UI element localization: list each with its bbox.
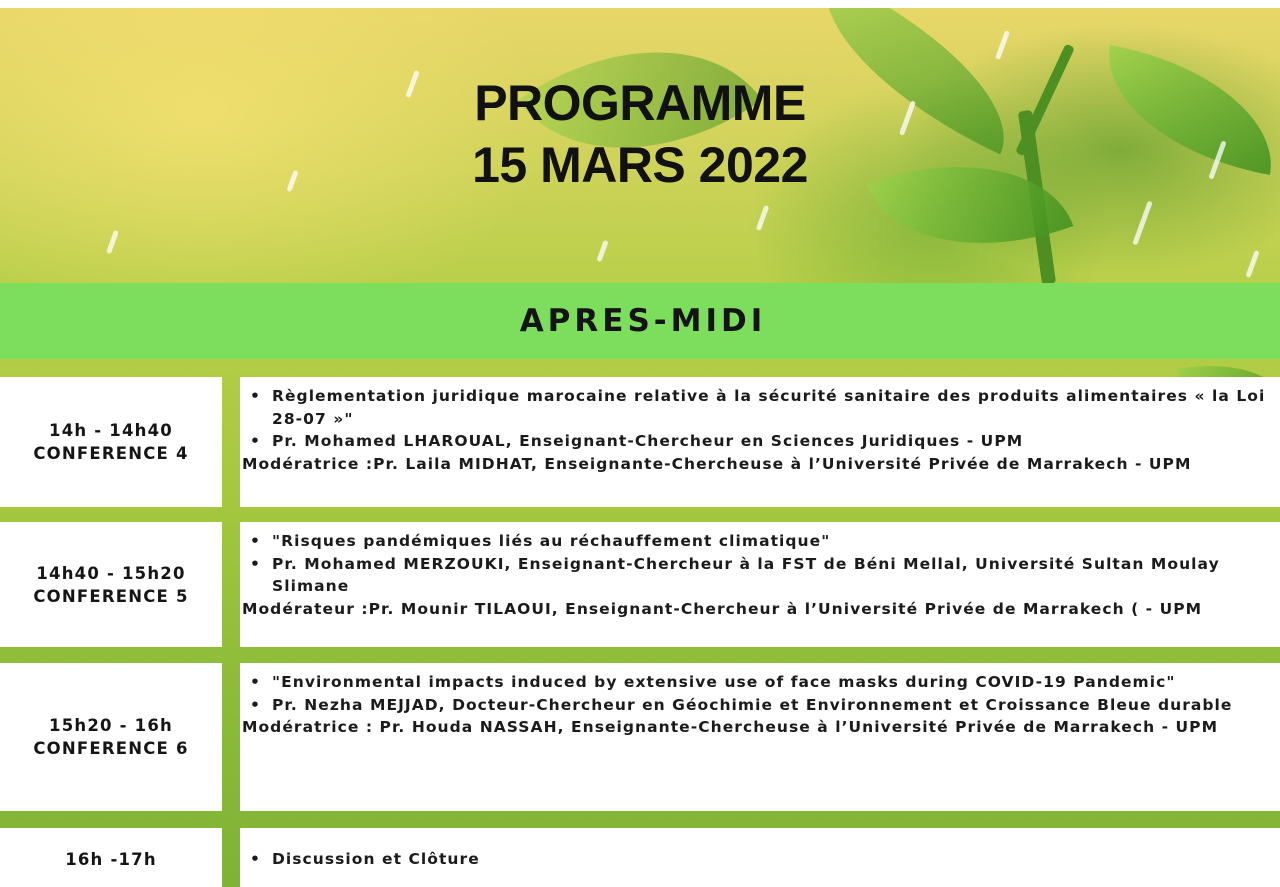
session-time-box xyxy=(0,522,222,647)
session-time-box xyxy=(0,828,222,887)
section-title: APRES-MIDI xyxy=(519,303,767,339)
session-speaker: • Pr. Mohamed LHAROUAL, Enseignant-Chercheur en Sciences Juridiques - UPM xyxy=(242,430,1274,453)
session-conference-6 xyxy=(0,663,1280,811)
page-title xyxy=(0,72,1280,196)
session-moderator: Modérateur :Pr. Mounir TILAOUI, Enseignant-Chercheur à l’Université Privée de Marrakech ( - UPM xyxy=(242,599,1203,618)
session-time-box xyxy=(0,377,222,507)
session-details xyxy=(240,828,1280,887)
session-closing xyxy=(0,828,1280,887)
session-moderator: Modératrice :Pr. Laila MIDHAT, Enseignante-Chercheuse à l’Université Privée de Marrakech - UPM xyxy=(242,454,1192,473)
top-border xyxy=(0,0,1280,8)
session-moderator: Modératrice : Pr. Houda NASSAH, Enseignante-Chercheuse à l’Université Privée de Marrakech - UPM xyxy=(242,718,1219,736)
session-topic: • Règlementation juridique marocaine relative à la sécurité sanitaire des produits alimentaires « la Loi 28-07 »" xyxy=(242,385,1274,430)
session-time: 14h40 - 15h20 xyxy=(36,563,186,583)
session-details xyxy=(240,663,1280,811)
session-speaker: • Pr. Mohamed MERZOUKI, Enseignant-Chercheur à la FST de Béni Mellal, Université Sultan Moulay Slimane xyxy=(242,553,1274,598)
session-label: CONFERENCE 5 xyxy=(33,586,189,606)
session-topic: • Discussion et Clôture xyxy=(242,848,1274,871)
session-topic: • "Environmental impacts induced by extensive use of face masks during COVID-19 Pandemic" xyxy=(242,671,1274,694)
session-topic: • "Risques pandémiques liés au réchauffement climatique" xyxy=(242,530,1274,553)
title-programme: PROGRAMME xyxy=(474,75,806,131)
session-time-box xyxy=(0,663,222,811)
session-details xyxy=(240,377,1280,507)
session-speaker: • Pr. Nezha MEJJAD, Docteur-Chercheur en Géochimie et Environnement et Croissance Bleue durable xyxy=(242,694,1274,717)
session-time: 14h - 14h40 xyxy=(49,421,173,440)
session-details xyxy=(240,522,1280,647)
section-banner xyxy=(0,283,1280,359)
session-time: 16h -17h xyxy=(65,850,157,869)
session-conference-5 xyxy=(0,522,1280,647)
session-label: CONFERENCE 4 xyxy=(33,444,189,463)
session-label: CONFERENCE 6 xyxy=(33,739,189,758)
title-date: 15 MARS 2022 xyxy=(472,137,808,193)
session-conference-4 xyxy=(0,377,1280,507)
session-time: 15h20 - 16h xyxy=(49,716,173,735)
